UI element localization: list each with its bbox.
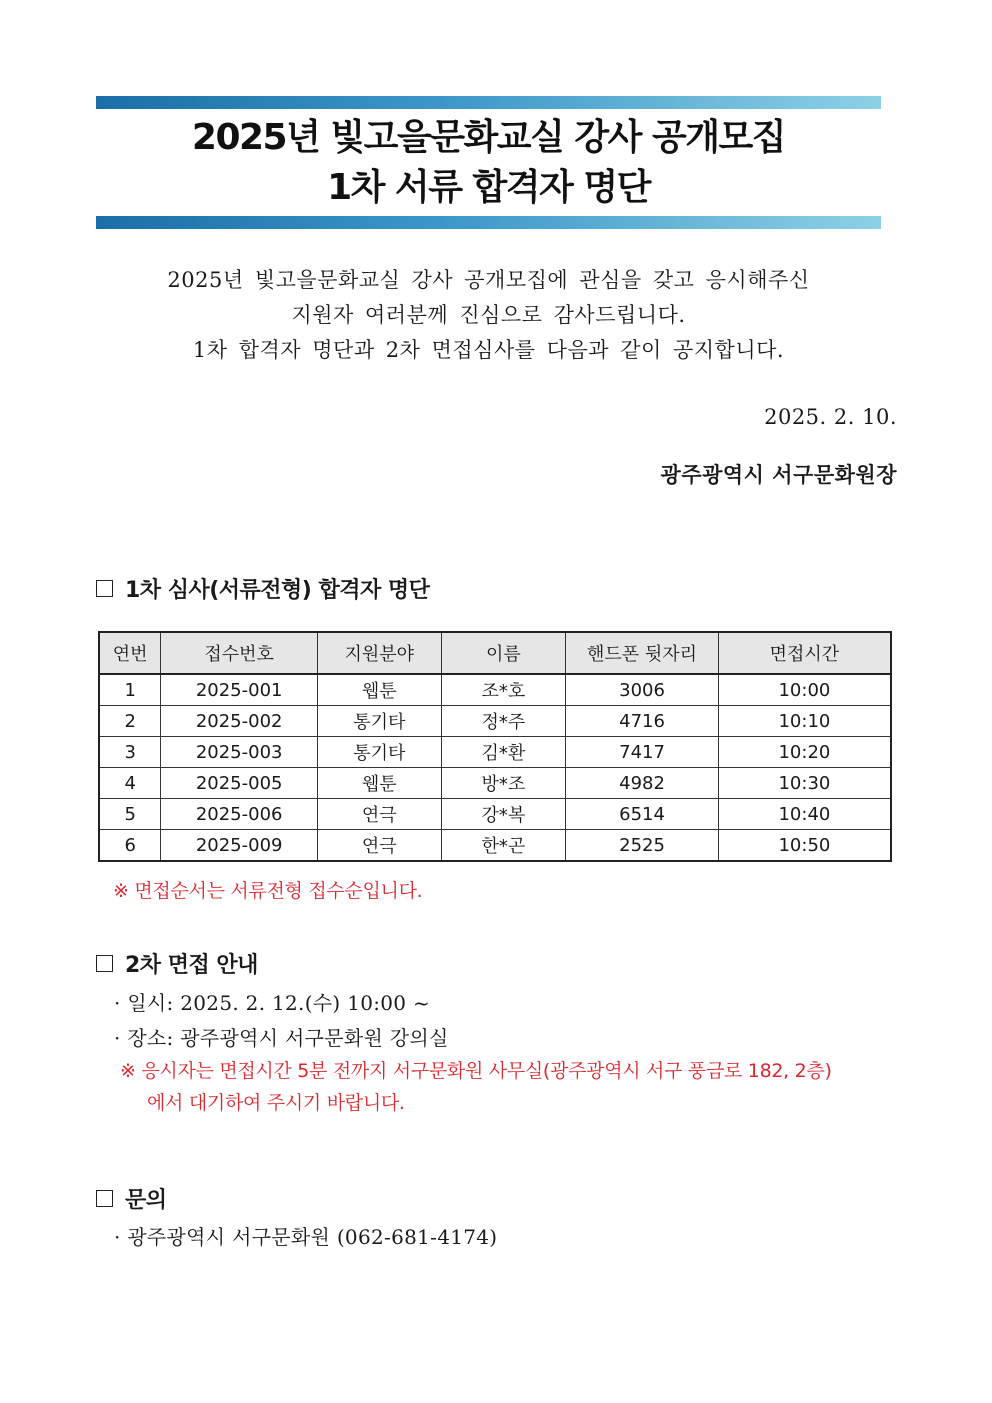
column-header: 면접시간 [718, 632, 891, 674]
table-cell: 연극 [317, 830, 441, 862]
table-cell: 10:10 [718, 706, 891, 737]
waiting-note-line-2: 에서 대기하여 주시기 바랍니다. [147, 1092, 405, 1114]
table-cell: 4 [99, 768, 161, 799]
table-cell: 강*복 [441, 799, 566, 830]
bottom-decorative-bar [96, 216, 881, 229]
table-row [99, 768, 891, 799]
top-decorative-bar [96, 96, 881, 109]
table-cell: 2025-009 [161, 830, 318, 862]
table-row [99, 799, 891, 830]
column-header: 연번 [99, 632, 161, 674]
table-cell: 한*곤 [441, 830, 566, 862]
table-cell: 10:50 [718, 830, 891, 862]
table-cell: 1 [99, 674, 161, 706]
table-cell: 10:20 [718, 737, 891, 768]
section-2-heading [96, 948, 258, 979]
table-cell: 2025-002 [161, 706, 318, 737]
checkbox-square-icon [96, 1190, 113, 1207]
interview-datetime: · 일시: 2025. 2. 12.(수) 10:00 ~ [114, 991, 431, 1015]
table-cell: 방*조 [441, 768, 566, 799]
table-cell: 통기타 [317, 706, 441, 737]
table-cell: 김*환 [441, 737, 566, 768]
interview-location: · 장소: 광주광역시 서구문화원 강의실 [114, 1026, 449, 1050]
intro-line-1: 2025년 빛고을문화교실 강사 공개모집에 관심을 갖고 응시해주신 [167, 268, 810, 292]
title-line-1: 2025년 빛고을문화교실 강사 공개모집 [191, 117, 786, 158]
table-cell: 2025-003 [161, 737, 318, 768]
interview-order-note: ※ 면접순서는 서류전형 접수순입니다. [113, 880, 423, 902]
table-cell: 6514 [566, 799, 719, 830]
table-cell: 10:30 [718, 768, 891, 799]
intro-line-3: 1차 합격자 명단과 2차 면접심사를 다음과 같이 공지합니다. [192, 338, 785, 362]
intro-line-2: 지원자 여러분께 진심으로 감사드립니다. [291, 303, 686, 327]
checkbox-square-icon [96, 580, 113, 597]
table-cell: 4716 [566, 706, 719, 737]
title-line-2: 1차 서류 합격자 명단 [327, 167, 650, 208]
table-row [99, 674, 891, 706]
table-cell: 웹툰 [317, 768, 441, 799]
section-1-title: 1차 심사(서류전형) 합격자 명단 [125, 578, 430, 603]
table-cell: 연극 [317, 799, 441, 830]
section-1-heading [96, 573, 429, 604]
table-cell: 10:00 [718, 674, 891, 706]
table-cell: 5 [99, 799, 161, 830]
table-cell: 2025-005 [161, 768, 318, 799]
table-cell: 2525 [566, 830, 719, 862]
table-cell: 3006 [566, 674, 719, 706]
table-row [99, 737, 891, 768]
checkbox-square-icon [96, 955, 113, 972]
table-cell: 4982 [566, 768, 719, 799]
table-cell: 2025-001 [161, 674, 318, 706]
table-cell: 7417 [566, 737, 719, 768]
section-3-heading [96, 1183, 167, 1214]
table-cell: 6 [99, 830, 161, 862]
table-header-row [99, 632, 891, 674]
table-cell: 10:40 [718, 799, 891, 830]
table-cell: 통기타 [317, 737, 441, 768]
table-cell: 조*호 [441, 674, 566, 706]
issuing-organization: 광주광역시 서구문화원장 [660, 462, 897, 487]
column-header: 핸드폰 뒷자리 [566, 632, 719, 674]
table-row [99, 706, 891, 737]
waiting-note-line-1: ※ 응시자는 면접시간 5분 전까지 서구문화원 사무실(광주광역시 서구 풍금로 182, 2층) [120, 1060, 832, 1082]
table-cell: 2025-006 [161, 799, 318, 830]
intro-paragraph [96, 263, 881, 368]
table-cell: 웹툰 [317, 674, 441, 706]
section-3-title: 문의 [125, 1188, 167, 1213]
column-header: 접수번호 [161, 632, 318, 674]
table-cell: 정*주 [441, 706, 566, 737]
contact-info: · 광주광역시 서구문화원 (062-681-4174) [114, 1225, 498, 1249]
table-cell: 3 [99, 737, 161, 768]
section-2-title: 2차 면접 안내 [125, 953, 258, 978]
notice-date: 2025. 2. 10. [764, 405, 897, 429]
table-cell: 2 [99, 706, 161, 737]
column-header: 지원분야 [317, 632, 441, 674]
column-header: 이름 [441, 632, 566, 674]
passer-list-table [98, 631, 892, 862]
table-row [99, 830, 891, 862]
